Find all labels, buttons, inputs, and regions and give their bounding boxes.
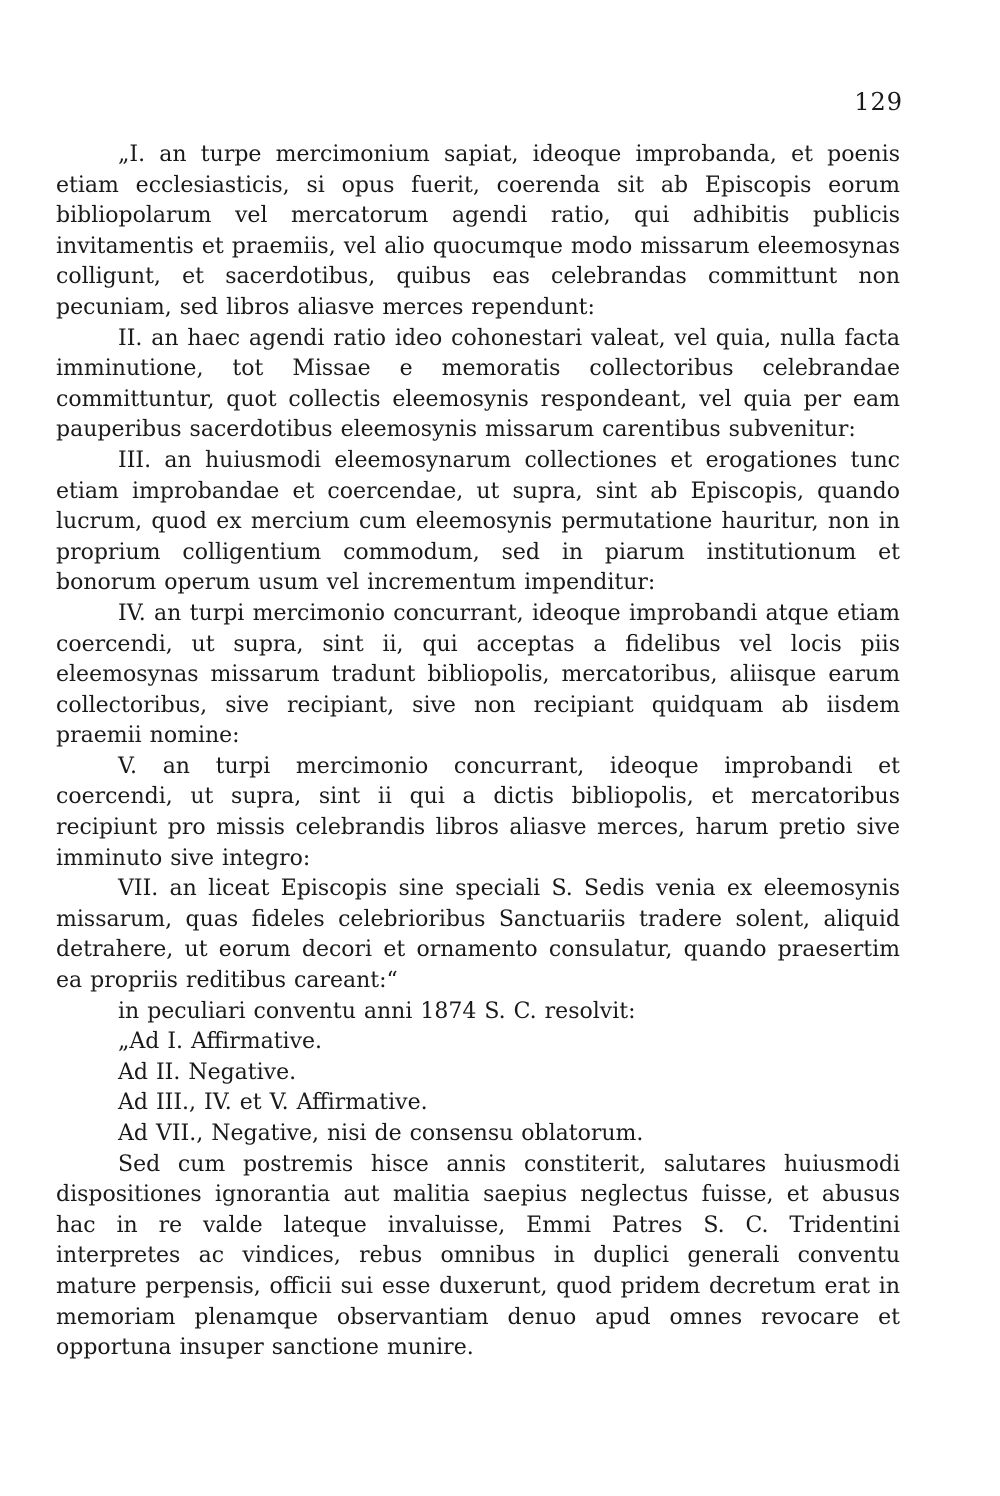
question-paragraph-1: „I. an turpe mercimonium sapiat, ideoque improbanda, et poenis etiam ecclesiasticis, si opus fuerit, coerenda sit ab Episcopis eorum bibliopolarum vel mercatorum agendi ratio, qui adhibitis publicis invitamentis et praemiis, vel alio quocumque modo missarum eleemosynas colligunt, et sacerdotibus, quibus eas celebrandas committunt non pecuniam, sed libros aliasve merces rependunt: xyxy=(56,142,900,320)
body-text xyxy=(56,140,900,1364)
question-paragraph-5: V. an turpi mercimonio concurrant, ideoque improbandi et coercendi, ut supra, sint ii qui a dictis bibliopolis, et mercatoribus recipiunt pro missis celebrandis libros aliasve merces, harum pretio sive imminuto sive integro: xyxy=(56,753,900,871)
resolution-intro: in peculiari conventu anni 1874 S. C. resolvit: xyxy=(118,998,636,1024)
question-paragraph-4: IV. an turpi mercimonio concurrant, ideoque improbandi atque etiam coercendi, ut supra, sint ii, qui acceptas a fidelibus vel locis piis eleemosynas missarum tradunt bibliopolis, mercatoribus, aliisque earum collectoribus, sive recipiant, sive non recipiant quidquam ab iisdem praemii nomine: xyxy=(56,600,900,749)
question-paragraph-7: VII. an liceat Episcopis sine speciali S. Sedis venia ex eleemosynis missarum, quas fideles celebrioribus Sanctuariis tradere solent, aliquid detrahere, ut eorum decori et ornamento consulatur, quando praesertim ea propriis reditibus careant:“ xyxy=(56,876,900,994)
question-paragraph-2: II. an haec agendi ratio ideo cohonestari valeat, vel quia, nulla facta imminutione, tot Missae e memoratis collectoribus celebrandae committuntur, quot collectis eleemosynis respondeant, vel quia per eam pauperibus sacerdotibus eleemosynis missarum carentibus subvenitur: xyxy=(56,325,900,443)
page-number: 129 xyxy=(854,88,903,116)
answer-line-3: Ad III., IV. et V. Affirmative. xyxy=(118,1090,428,1116)
question-paragraph-3: III. an huiusmodi eleemosynarum collectiones et erogationes tunc etiam improbandae et coercendae, ut supra, sint ab Episcopis, quando lucrum, quod ex mercium cum eleemosynis permutatione hauritur, non in proprium colligentium commodum, sed in piarum institutionum et bonorum operum usum vel incrementum impenditur: xyxy=(56,447,900,596)
answer-line-1: „Ad I. Affirmative. xyxy=(118,1029,323,1055)
closing-paragraph: Sed cum postremis hisce annis constiterit, salutares huiusmodi dispositiones ignorantia aut malitia saepius neglectus fuisse, et abusus hac in re valde lateque invaluisse, Emmi Patres S. C. Tridentini interpretes ac vindices, rebus omnibus in duplici generali conventu mature perpensis, officii sui esse duxerunt, quod pridem decretum erat in memoriam plenamque observantiam denuo apud omnes revocare et opportuna insuper sanctione munire. xyxy=(56,1151,900,1361)
answer-line-4: Ad VII., Negative, nisi de consensu oblatorum. xyxy=(118,1121,644,1146)
answer-line-2: Ad II. Negative. xyxy=(118,1059,297,1085)
